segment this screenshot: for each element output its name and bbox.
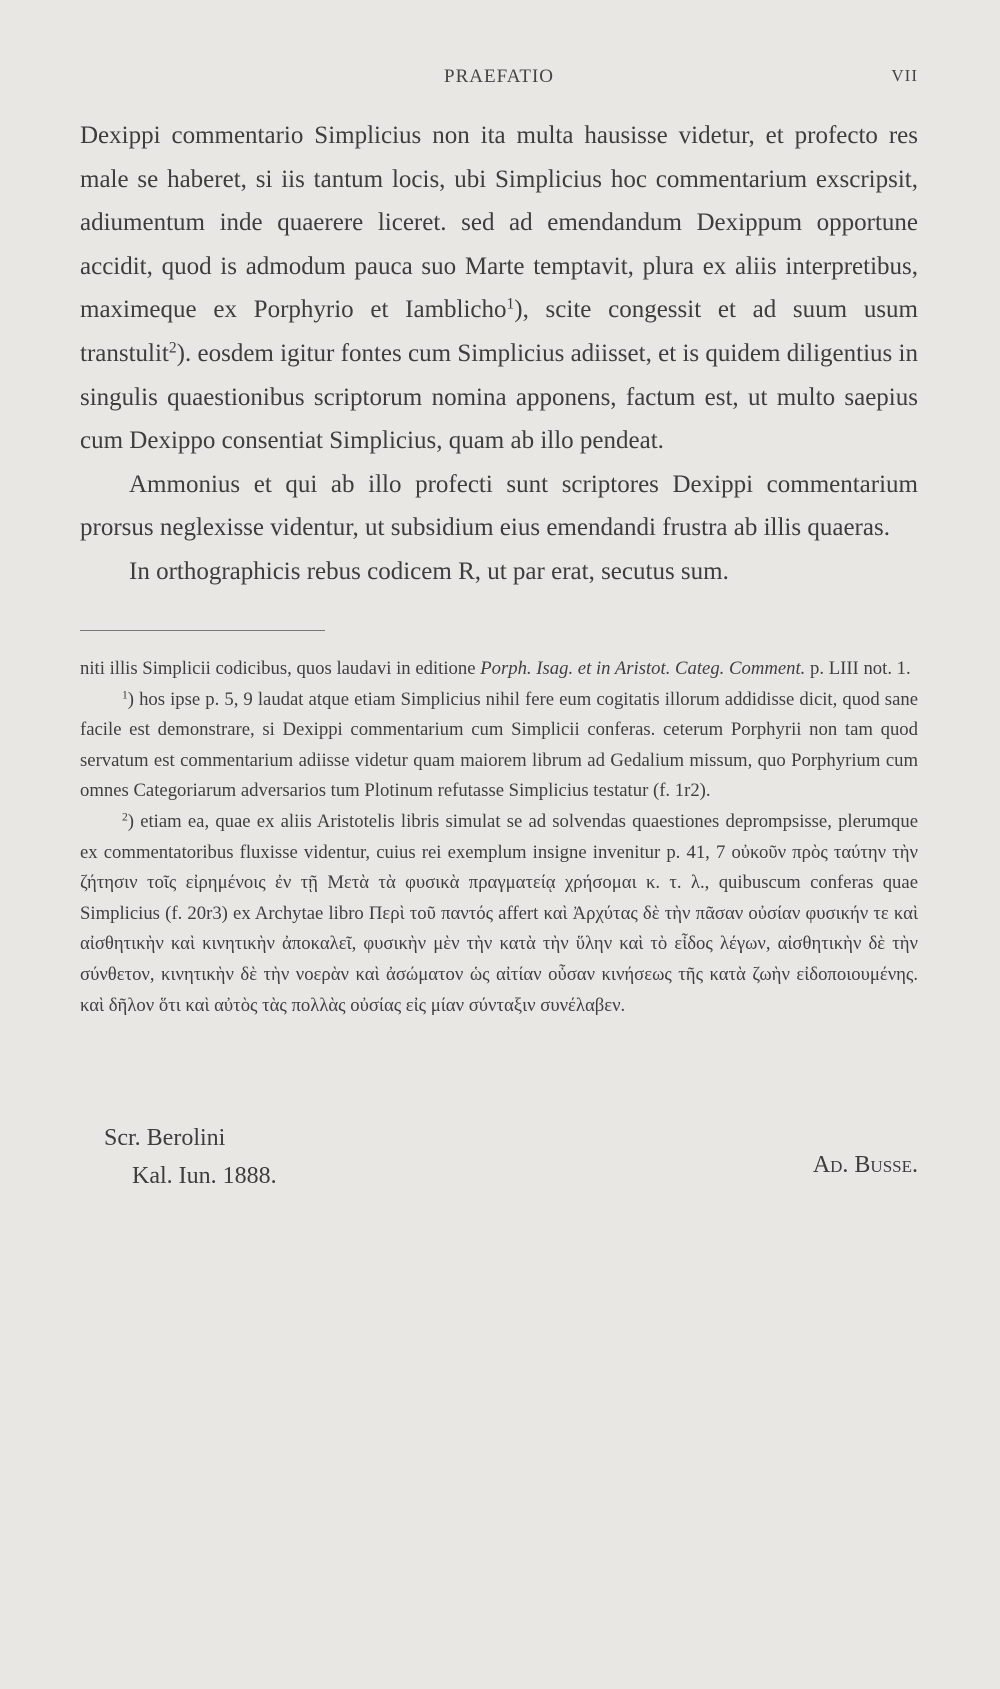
paragraph-1-part-b: ), scite congessit et ad suum usum transtulit — [80, 296, 919, 367]
footnote-1-marker: 1 — [122, 688, 128, 702]
paragraph-2: Ammonius et qui ab illo profecti sunt scriptores Dexippi commentarium prorsus neglexisse videntur, ut subsidium eius emendandi frustra ab illis quaeras. — [80, 470, 918, 542]
footnote-ref-2: 2 — [168, 339, 177, 357]
footnotes — [80, 654, 918, 1021]
footnote-ref-1: 1 — [506, 295, 515, 313]
footnote-continuation-title: Porph. Isag. et in Aristot. Categ. Comment. — [480, 658, 806, 679]
footnote-2 — [80, 807, 918, 1021]
footnote-divider — [80, 630, 325, 631]
footnote-2-marker: 2 — [122, 810, 128, 824]
running-head-title: PRAEFATIO — [444, 66, 554, 87]
footnote-continuation-b: p. LIII not. 1. — [805, 658, 911, 679]
main-text — [80, 114, 918, 594]
paragraph-3: In orthographicis rebus codicem R, ut par erat, secutus sum. — [129, 557, 729, 585]
footnote-continuation-a: niti illis Simplicii codicibus, quos laudavi in editione — [80, 658, 481, 679]
footnote-2-text: ) etiam ea, quae ex aliis Aristotelis libris simulat se ad solvendas quaestiones deprompsisse, plerumque ex commentatoribus fluxisse videntur, cuius rei exemplum insigne invenitur p. 41, 7 οὐκοῦν πρὸς ταύτην τὴν ζήτησιν τοῖς εἰρημένοις ἐν τῇ Μετὰ τὰ φυσικὰ πραγματείᾳ χρήσομαι κ. τ. λ., quibuscum conferas quae Simplicius (f. 20r3) ex Archytae libro Περὶ τοῦ παντός affert καὶ Ἀρχύτας δὲ τὴν πᾶσαν οὐσίαν φυσικήν τε καὶ αἰσθητικὴν καὶ κινητικὴν ἀποκαλεῖ, φυσικὴν μὲν τὴν κατὰ τὴν ὕλην καὶ τὸ εἶδος λέγων, αἰσθητικὴν δὲ τὴν σύνθετον, κινητικὴν δὲ τὴν νοερὰν καὶ ἀσώματον ὡς αἰτίαν οὖσαν κινήσεως τῆς κατὰ ζωὴν εἰδοποιουμένης. καὶ δῆλον ὅτι καὶ αὐτὸς τὰς πολλὰς οὐσίας εἰς μίαν σύνταξιν συνέλαβεν. — [80, 810, 918, 1016]
signoff-place-date — [104, 1119, 277, 1195]
footnote-1 — [80, 685, 918, 807]
page-number: VII — [891, 66, 918, 85]
signoff-date: Kal. Iun. 1888. — [132, 1163, 277, 1189]
signoff-author: Ad. Busse. — [812, 1152, 918, 1178]
paragraph-1 — [80, 114, 918, 463]
paragraph-1-part-a: Dexippi commentario Simplicius non ita multa hausisse videtur, et profecto res male se haberet, si iis tantum locis, ubi Simplicius hoc commentarium exscripsit, adiumentum inde quaerere liceret. sed ad emendandum Dexippum opportune accidit, quod is admodum pauca suo Marte temptavit, plura ex aliis interpretibus, maximeque ex Porphyrio et Iamblicho — [80, 122, 918, 324]
signoff-place: Scr. Berolini — [104, 1125, 226, 1151]
paragraph-1-part-c: ). eosdem igitur fontes cum Simplicius adiisset, et is quidem diligentius in singulis quaestionibus scriptorum nomina apponens, factum est, ut multo saepius cum Dexippo consentiat Simplicius, quam ab illo pendeat. — [80, 339, 918, 455]
footnote-1-text: ) hos ipse p. 5, 9 laudat atque etiam Simplicius nihil fere eum cogitatis illorum addidisse dicit, quod sane facile est demonstrare, si Dexippi commentarium cum Simplicii conferas. ceterum Porphyrii non tam quod servatum est commentarium adiisse videtur quam maiorem librum ad Gedalium missum, quo Porphyrium cum omnes Categoriarum adversarios tum Plotinum refutasse Simplicius testatur (f. 1r2). — [80, 688, 918, 802]
running-head — [80, 66, 918, 96]
footnote-continuation — [80, 654, 918, 685]
